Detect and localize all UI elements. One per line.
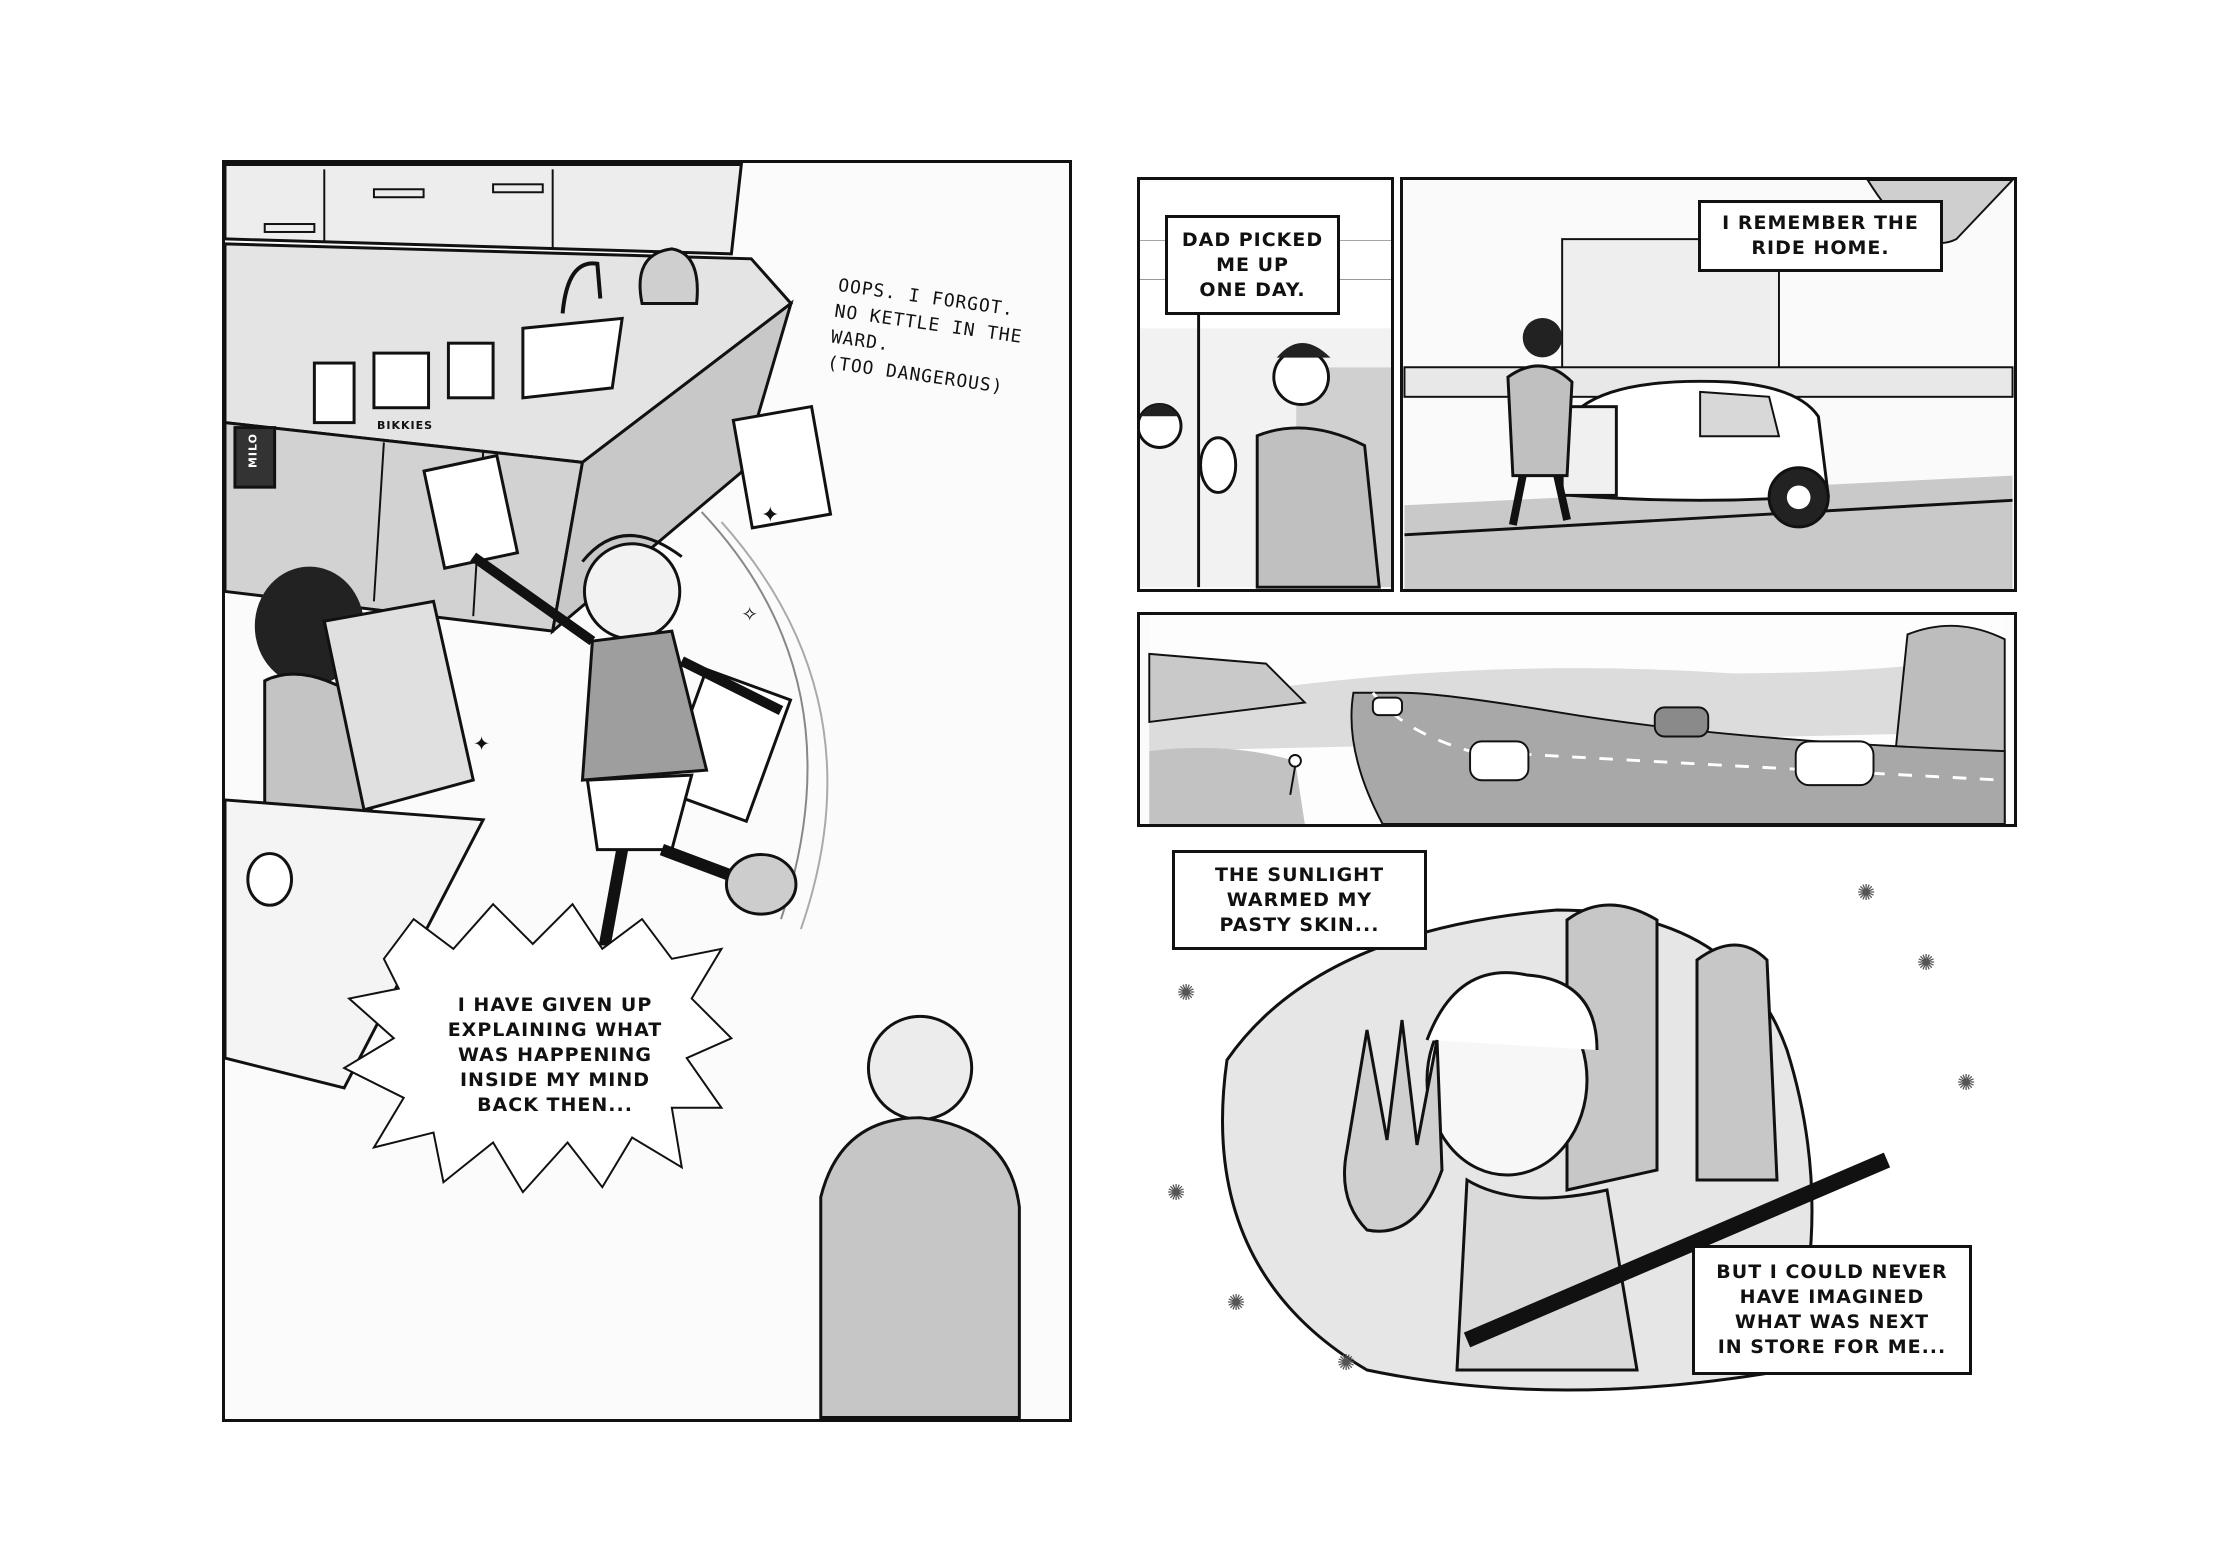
panel-ride-home (1400, 177, 2017, 592)
tin-label-bikkies: BIKKIES (376, 419, 434, 432)
caption-sunlight: THE SUNLIGHT WARMED MY PASTY SKIN... (1172, 850, 1427, 950)
left-page-panel (222, 160, 1072, 1422)
svg-text:✺: ✺ (1857, 881, 1876, 906)
mug-label: MILO (246, 433, 260, 469)
caption-next-in-store: BUT I COULD NEVER HAVE IMAGINED WHAT WAS NEXT IN STORE FOR ME... (1692, 1245, 1972, 1375)
caption-dad-picked-up: DAD PICKED ME UP ONE DAY. (1165, 215, 1340, 315)
svg-text:✺: ✺ (1177, 981, 1196, 1006)
svg-text:✦: ✦ (761, 502, 780, 528)
svg-text:✺: ✺ (1227, 1291, 1246, 1316)
narration-burst-text: I HAVE GIVEN UP EXPLAINING WHAT WAS HAPPENING INSIDE MY MIND BACK THEN... (447, 994, 663, 1116)
svg-text:✺: ✺ (1167, 1181, 1186, 1206)
panel-landscape-road (1137, 612, 2017, 827)
svg-text:✺: ✺ (1917, 951, 1936, 976)
road-landscape-art (1140, 615, 2014, 824)
svg-text:✧: ✧ (741, 603, 758, 627)
kettle-note-text: OOPS. I FORGOT. NO KETTLE IN THE WARD. (TOO DANGEROUS) (825, 274, 1024, 398)
caption-ride-home: I REMEMBER THE RIDE HOME. (1698, 200, 1943, 272)
panel-car-window (1137, 850, 2017, 1410)
panel-dad-picked-up (1137, 177, 1394, 592)
svg-text:✺: ✺ (1957, 1071, 1976, 1096)
svg-text:✦: ✦ (473, 732, 490, 756)
svg-text:✺: ✺ (1337, 1351, 1356, 1376)
